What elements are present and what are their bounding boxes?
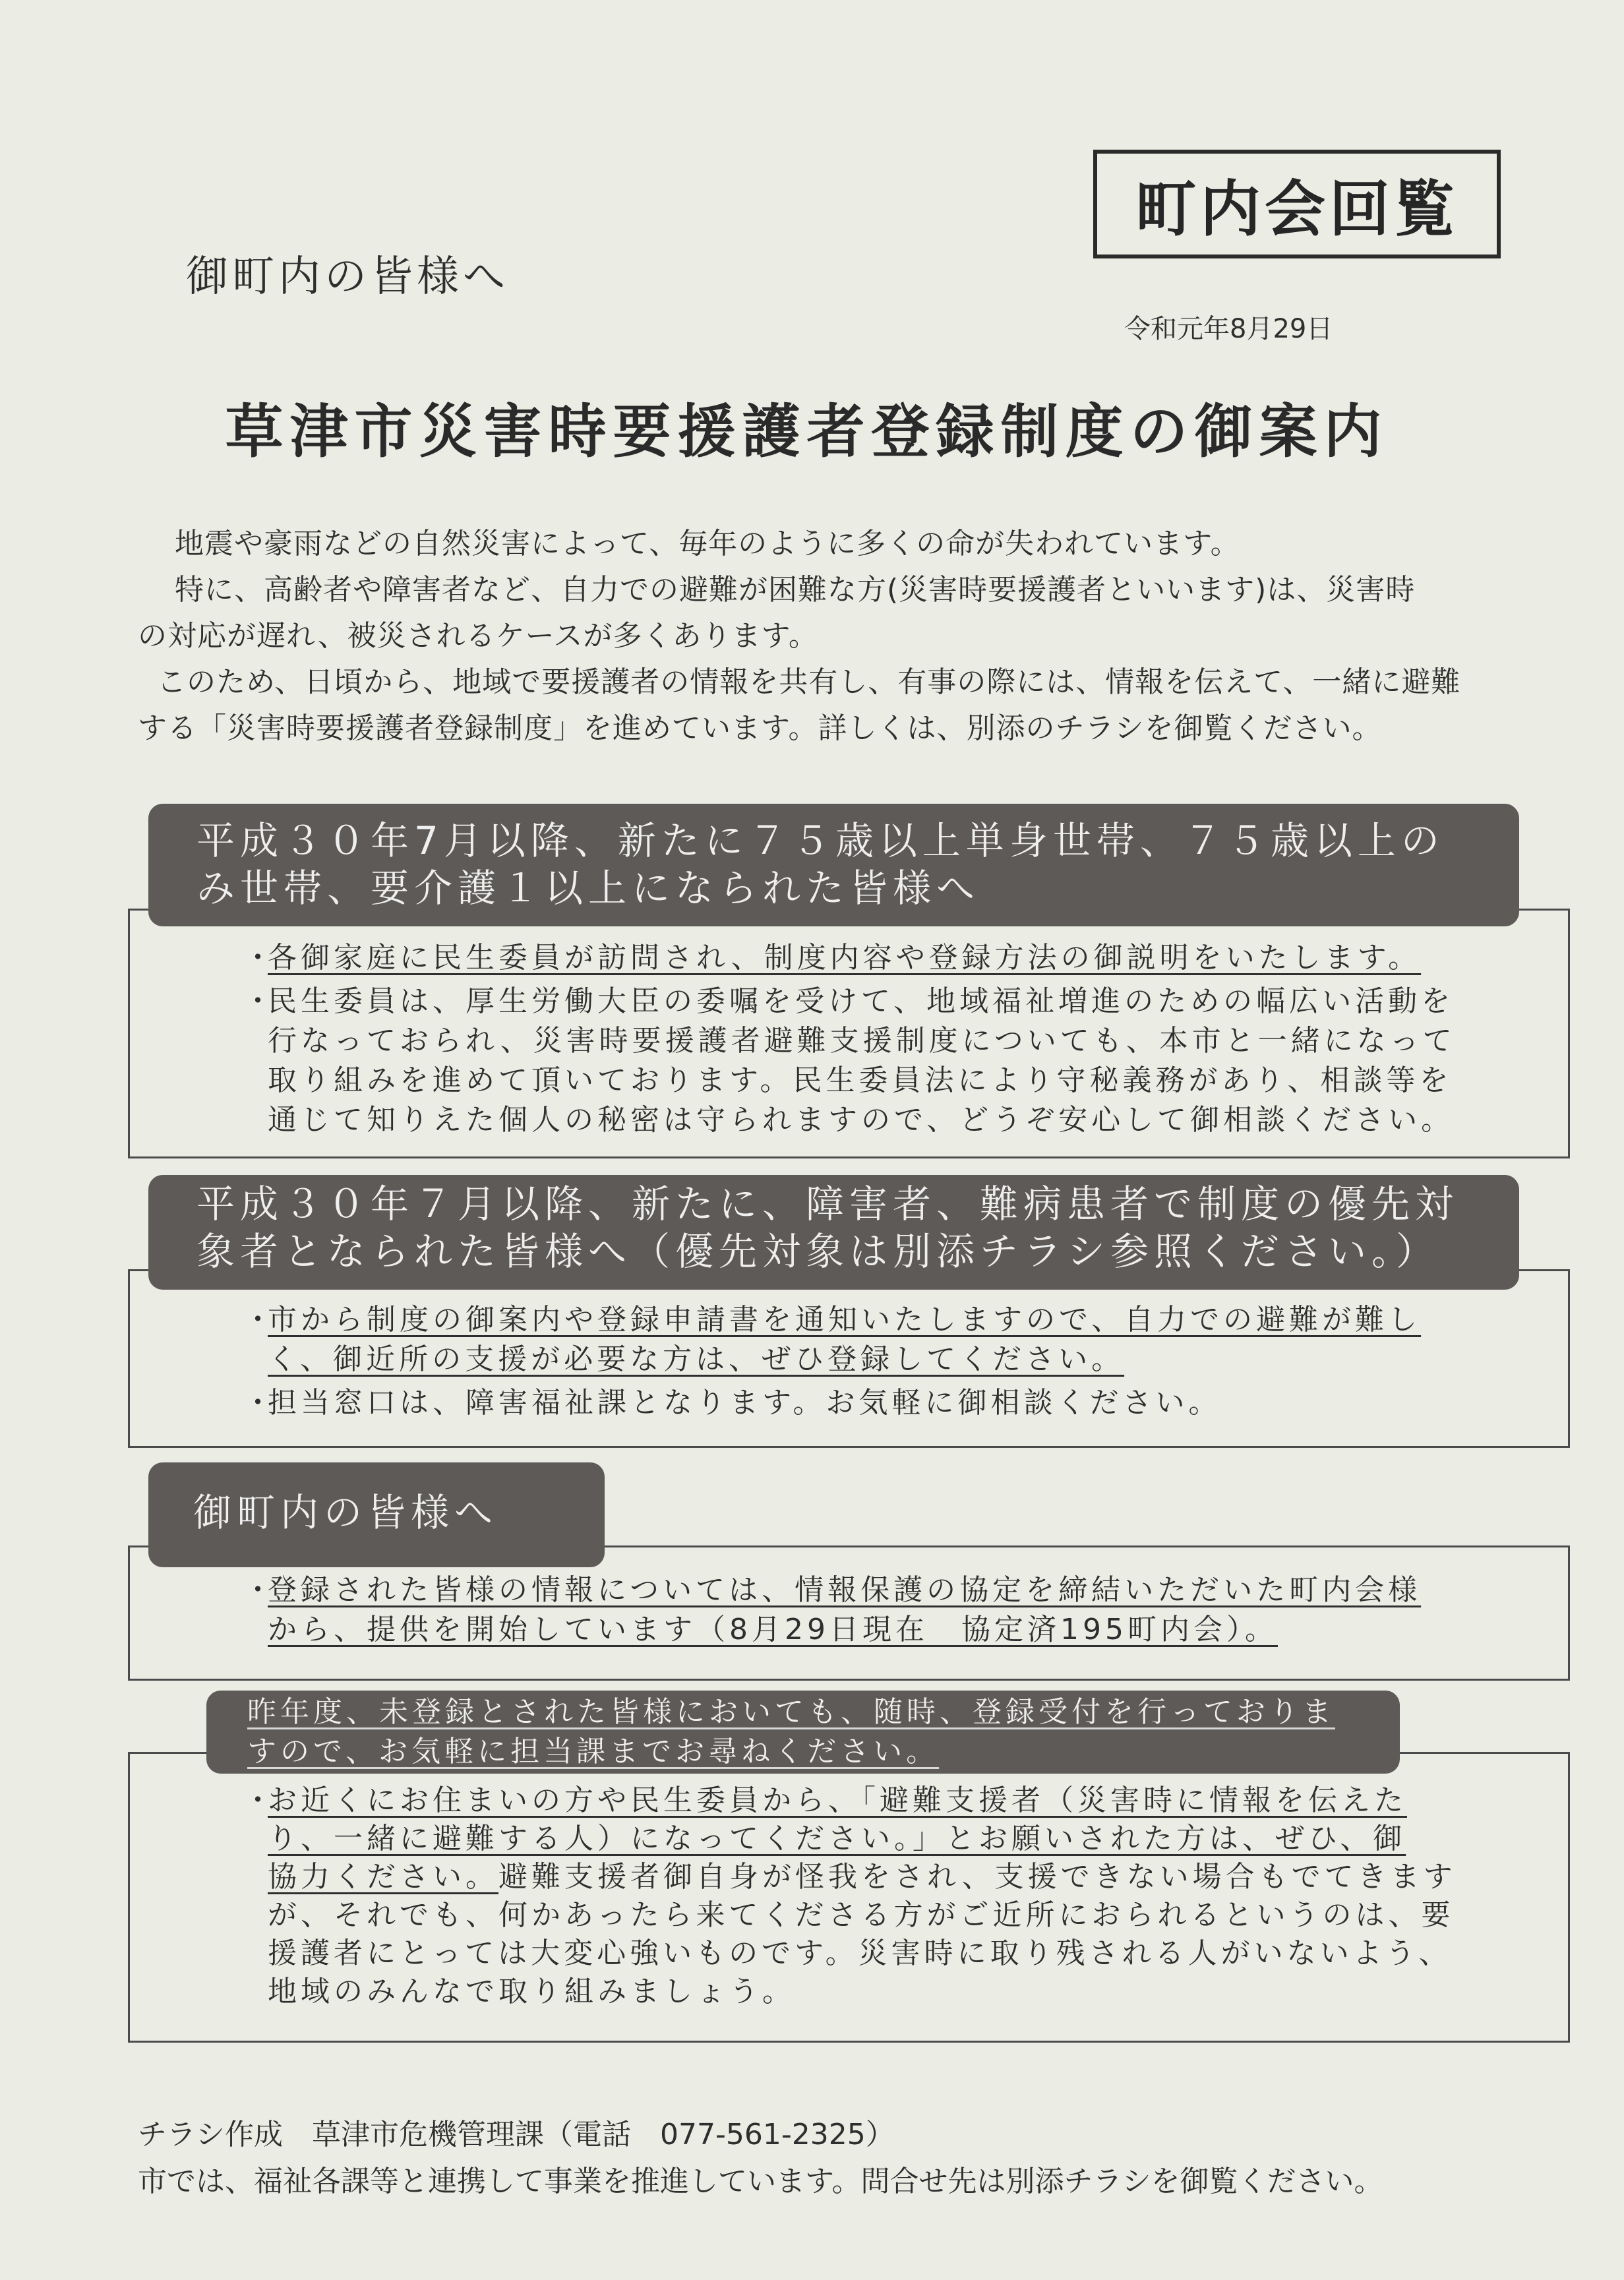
section-1-box [128, 909, 1570, 1158]
heading-line: すので、お気軽に担当課までお尋ねください。 [247, 1735, 940, 1768]
item-line: お近くにお住まいの方や民生委員から、「避難支援者（災害時に情報を伝えた [268, 1784, 1407, 1817]
item-line: 取り組みを進めて頂いております。民生委員法により守秘義務があり、相談等を [268, 1064, 1453, 1097]
item-line: 各御家庭に民生委員が訪問され、制度内容や登録方法の御説明をいたします。 [268, 941, 1422, 975]
footer-contact: チラシ作成 草津市危機管理課（電話 077-561-2325） [138, 2118, 895, 2151]
item-line: り、一緒に避難する人）になってください。」とお願いされた方は、ぜひ、御 [268, 1822, 1406, 1855]
list-item [130, 982, 1568, 1140]
footer-note: 市では、福祉各課等と連携して事業を推進しています。問合せ先は別添チラシを御覧ください。 [138, 2165, 1383, 2198]
item-line [268, 1858, 1568, 1896]
intro-line: する「災害時要援護者登録制度」を進めています。詳しくは、別添のチラシを御覧ください。 [138, 711, 1382, 745]
stamp-label: 町内会回覧 [1135, 173, 1459, 245]
list-item [130, 1571, 1568, 1650]
intro-line: の対応が遅れ、被災されるケースが多くあります。 [138, 619, 818, 653]
heading-line: 平成３０年７月以降、新たに、障害者、難病患者で制度の優先対 [196, 1182, 1459, 1226]
item-line: 通じて知りえた個人の秘密は守られますので、どうぞ安心して御相談ください。 [268, 1103, 1455, 1137]
section-3-heading [148, 1462, 605, 1567]
heading-line: み世帯、要介護１以上になられた皆様へ [196, 866, 980, 911]
section-2-heading [148, 1175, 1519, 1290]
item-line: 行なっておられ、災害時要援護者避難支援制度についても、本市と一緒になって [268, 1024, 1456, 1058]
item-line: 市から制度の御案内や登録申請書を通知いたしますので、自力での避難が難し [268, 1303, 1422, 1336]
section-4-box [128, 1752, 1570, 2043]
heading-line: 昨年度、未登録とされた皆様においても、随時、登録受付を行っておりま [247, 1695, 1335, 1729]
issue-date: 令和元年8月29日 [1124, 314, 1333, 344]
section-2-box [128, 1269, 1570, 1448]
bullet: ・ [243, 941, 276, 975]
circulation-stamp [1093, 150, 1501, 258]
bullet: ・ [243, 1573, 276, 1607]
salutation: 御町内の皆様へ [186, 253, 509, 301]
item-line: が、それでも、何かあったら来てくださる方がご近所におられるというのは、要 [268, 1898, 1455, 1932]
list-item [130, 938, 1568, 978]
bullet: ・ [243, 1386, 276, 1420]
bullet: ・ [243, 1303, 276, 1336]
section-1-heading [148, 804, 1519, 926]
bullet: ・ [243, 1784, 276, 1817]
heading-line: 平成３０年7月以降、新たに７５歳以上単身世帯、７５歳以上の [196, 818, 1445, 863]
item-line: く、御近所の支援が必要な方は、ぜひ登録してください。 [268, 1342, 1125, 1376]
item-line-plain-part: 避難支援者御自身が怪我をされ、支援できない場合もでてきます [498, 1860, 1457, 1894]
heading-line: 御町内の皆様へ [193, 1490, 498, 1535]
intro-line: 特に、高齢者や障害者など、自力での避難が困難な方(災害時要援護者といいます)は、災害時 [175, 573, 1416, 607]
list-item [130, 1300, 1568, 1379]
intro-line: 地震や豪雨などの自然災害によって、毎年のように多くの命が失われています。 [175, 527, 1240, 560]
heading-line: 象者となられた皆様へ（優先対象は別添チラシ参照ください。） [196, 1229, 1440, 1274]
intro-line: このため、日頃から、地域で要援護者の情報を共有し、有事の際には、情報を伝えて、一緒に避難 [157, 665, 1461, 699]
footer [138, 2111, 1383, 2205]
item-line: 民生委員は、厚生労働大臣の委嘱を受けて、地域福祉増進のための幅広い活動を [268, 984, 1455, 1018]
item-line-underlined-part: 協力ください。 [268, 1860, 498, 1894]
item-line: 地域のみんなで取り組みましょう。 [268, 1975, 795, 2008]
list-item [130, 1782, 1568, 2011]
item-line: 援護者にとっては大変心強いものです。災害時に取り残される人がいないよう、 [268, 1936, 1452, 1970]
item-line: 登録された皆様の情報については、情報保護の協定を締結いただいた町内会様 [268, 1573, 1422, 1607]
item-line: 担当窓口は、障害福祉課となります。お気軽に御相談ください。 [268, 1386, 1222, 1420]
bullet: ・ [243, 984, 276, 1018]
list-item [130, 1383, 1568, 1423]
document-title: 草津市災害時要援護者登録制度の御案内 [225, 398, 1389, 465]
item-line: から、提供を開始しています（8月29日現在 協定済195町内会）。 [268, 1613, 1278, 1646]
intro-paragraph [138, 521, 1460, 752]
section-4-heading [206, 1691, 1400, 1774]
